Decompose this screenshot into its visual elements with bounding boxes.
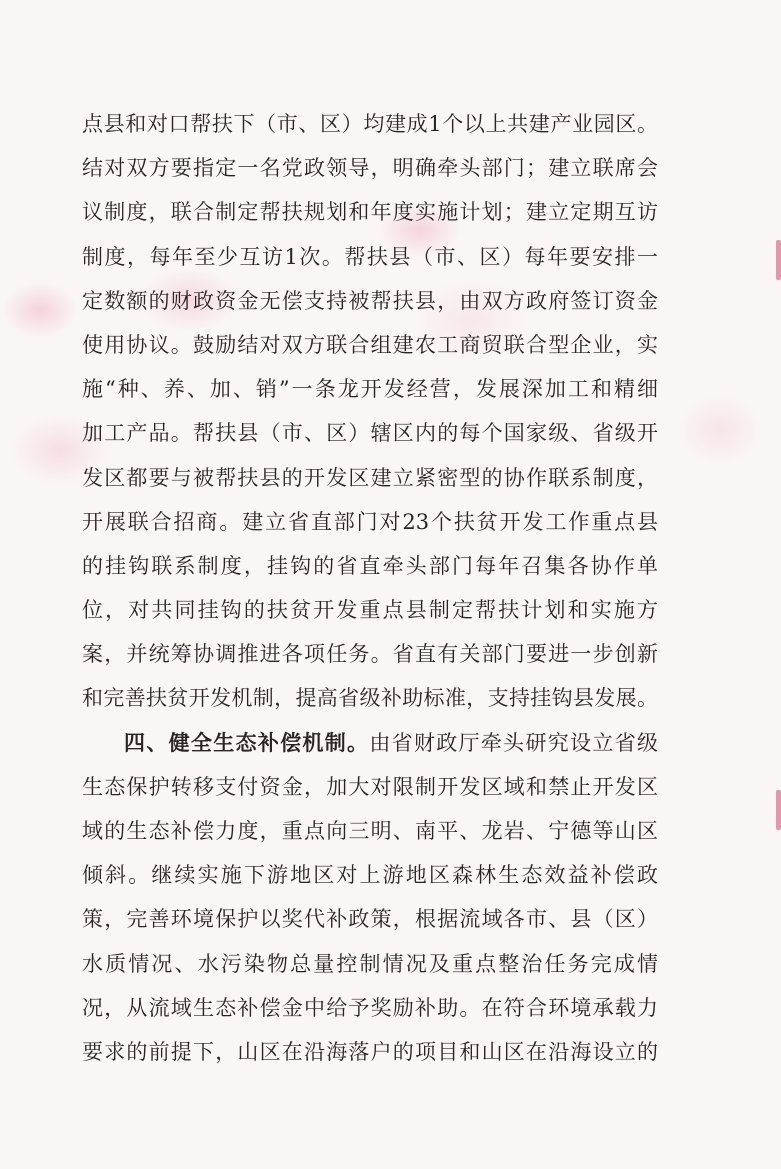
document-body [82,102,658,1074]
text-line: 使用协议。鼓励结对双方联合组建农工商贸联合型企业，实 [82,332,658,357]
text-line: 议制度，联合制定帮扶规划和年度实施计划；建立定期互访 [82,200,658,225]
text-line: 要求的前提下，山区在沿海落户的项目和山区在沿海设立的 [82,1039,658,1064]
text-line: 定数额的财政资金无偿支持被帮扶县，由双方政府签订资金 [82,288,658,313]
text-line: 点县和对口帮扶下（市、区）均建成1个以上共建产业园区。 [82,112,658,136]
text-line: 制度，每年至少互访1次。帮扶县（市、区）每年要安排一 [82,244,658,269]
text-line: 策，完善环境保护以奖代补政策，根据流域各市、县（区） [82,907,658,932]
text-line: 况，从流域生态补偿金中给予奖励补助。在符合环境承载力 [82,995,658,1020]
section-heading: 四、健全生态补偿机制。 [124,729,370,755]
text-line: 发区都要与被帮扶县的开发区建立紧密型的协作联系制度， [82,465,658,490]
text-line: 的挂钩联系制度，挂钩的省直牵头部门每年召集各协作单 [82,553,658,578]
text-line: 位，对共同挂钩的扶贫开发重点县制定帮扶计划和实施方 [82,598,658,623]
text-line: 水质情况、水污染物总量控制情况及重点整治任务完成情 [82,951,658,976]
page-edge-mark [776,790,781,830]
text-line: 结对双方要指定一名党政领导，明确牵头部门；建立联席会 [82,156,658,181]
text-line: 和完善扶贫开发机制，提高省级补助标准，支持挂钩县发展。 [82,686,658,711]
section-first-line [82,721,658,765]
text-line: 加工产品。帮扶县（市、区）辖区内的每个国家级、省级开 [82,421,658,446]
text-line: 案，并统筹协调推进各项任务。省直有关部门要进一步创新 [82,642,658,667]
text-line: 倾斜。继续实施下游地区对上游地区森林生态效益补偿政 [82,863,658,888]
page-edge-mark [776,240,781,280]
text-line: 施“种、养、加、销”一条龙开发经营，发展深加工和精细 [82,377,658,402]
text-line: 域的生态补偿力度，重点向三明、南平、龙岩、宁德等山区 [82,819,658,843]
section-first-line-text: 由省财政厅牵头研究设立省级 [369,730,659,755]
text-line: 开展联合招商。建立省直部门对23个扶贫开发工作重点县 [82,509,658,534]
text-line: 生态保护转移支付资金，加大对限制开发区域和禁止开发区 [82,774,658,799]
